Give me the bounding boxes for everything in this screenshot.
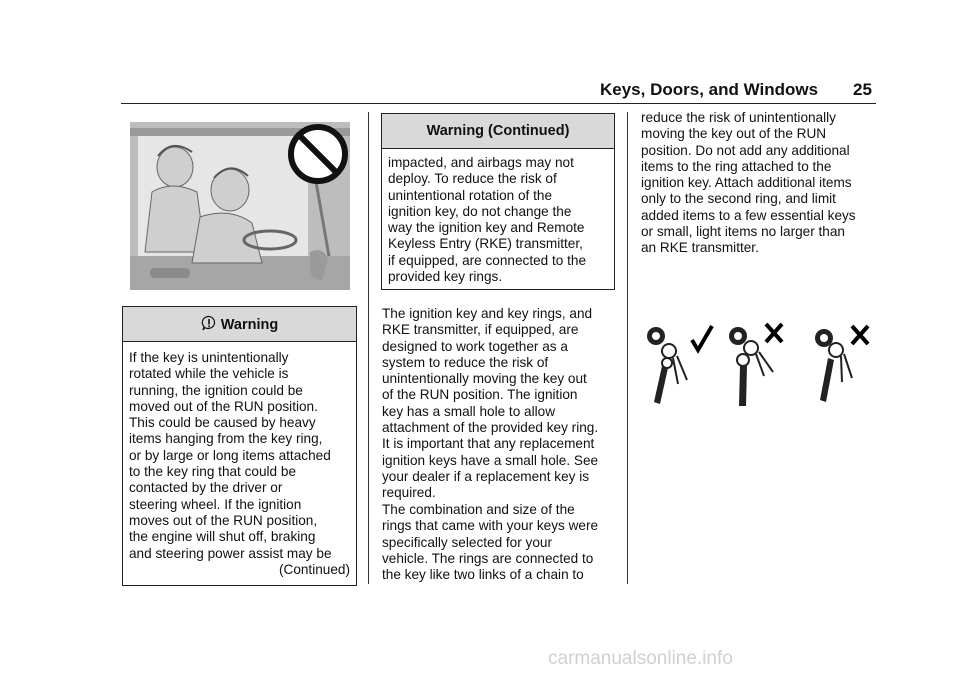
warning-line: impacted, and airbags may not (388, 155, 574, 170)
body-line: added items to a few essential keys (641, 207, 856, 223)
warning-line: items hanging from the key ring, (129, 431, 323, 447)
watermark: carmanualsonline.info (548, 648, 733, 669)
warning-line: provided key rings. (388, 269, 503, 285)
child-in-car-drawing (130, 122, 350, 290)
warning-line: or by large or long items attached (129, 447, 331, 463)
warning-line: ignition key, do not change the (388, 203, 572, 219)
child-in-car-illustration (130, 122, 350, 290)
checkmark-icon (692, 326, 712, 350)
body-line: The ignition key and key rings, and (382, 306, 593, 321)
ignition-key-paragraph (382, 306, 622, 502)
body-line: rings that came with your keys were (382, 518, 599, 534)
header-rule (121, 103, 876, 104)
warning-line: and steering power assist may be (129, 545, 332, 561)
body-line: position. Do not add any additional (641, 142, 850, 158)
column-divider-right (627, 112, 628, 584)
key-ring-drawing (640, 318, 880, 410)
body-line: items to the ring attached to the (641, 158, 832, 174)
warning-line: deploy. To reduce the risk of (388, 171, 557, 187)
column-divider-left (368, 112, 369, 584)
key-ring-illustrations (640, 318, 880, 410)
body-line: attachment of the provided key ring. (382, 420, 599, 436)
warning-header (123, 307, 356, 342)
additional-items-paragraph (641, 110, 881, 257)
key-ring-set-wrong-1 (729, 324, 782, 406)
body-line: unintentionally moving the key out (382, 371, 587, 387)
warning-line: rotated while the vehicle is (129, 366, 289, 382)
key-ring-set-wrong-2 (815, 326, 868, 402)
warning-line: Keyless Entry (RKE) transmitter, (388, 236, 583, 252)
warning-line: to the key ring that could be (129, 464, 297, 480)
body-line: required. (382, 485, 436, 501)
key-ring-set-correct (647, 326, 712, 404)
section-title: Keys, Doors, and Windows (600, 80, 819, 99)
body-line: moving the key out of the RUN (641, 126, 827, 142)
warning-line: unintentional rotation of the (388, 187, 553, 203)
x-mark-icon (852, 326, 868, 344)
warning-line: the engine will shut off, braking (129, 529, 316, 545)
warning-text (123, 342, 356, 562)
warning-line: running, the ignition could be (129, 382, 303, 398)
warning-box (122, 306, 357, 586)
warning-line: contacted by the driver or (129, 480, 283, 496)
warning-line: moved out of the RUN position. (129, 398, 318, 414)
body-line: RKE transmitter, if equipped, are (382, 322, 579, 338)
body-line: your dealer if a replacement key is (382, 468, 590, 484)
warning-line: way the ignition key and Remote (388, 220, 585, 236)
body-line: an RKE transmitter. (641, 240, 759, 256)
warning-continued-box (381, 113, 615, 290)
body-line: specifically selected for your (382, 534, 552, 550)
body-line: ignition keys have a small hole. See (382, 452, 599, 468)
body-line: the key like two links of a chain to (382, 567, 584, 583)
warning-line: moves out of the RUN position, (129, 512, 318, 528)
warning-title: Warning (220, 317, 279, 333)
body-line: vehicle. The rings are connected to (382, 550, 594, 566)
warning-line: If the key is unintentionally (129, 350, 289, 365)
body-line: of the RUN position. The ignition (382, 387, 578, 403)
warning-icon (201, 317, 221, 333)
body-line: It is important that any replacement (382, 436, 595, 452)
body-line: key has a small hole to allow (382, 403, 556, 419)
warning-line: This could be caused by heavy (129, 415, 316, 431)
body-line: system to reduce the risk of (382, 354, 549, 370)
body-line: reduce the risk of unintentionally (641, 110, 836, 125)
warning-continued-title: Warning (Continued) (382, 114, 614, 149)
body-line: or small, light items no larger than (641, 224, 845, 240)
x-mark-icon (766, 324, 782, 342)
warning-line: steering wheel. If the ignition (129, 496, 302, 512)
body-line: ignition key. Attach additional items (641, 175, 852, 191)
prohibition-icon (291, 127, 345, 181)
key-rings-paragraph (382, 502, 622, 583)
body-line: designed to work together as a (382, 338, 568, 354)
body-line: only to the second ring, and limit (641, 191, 836, 207)
page-number: 25 (853, 80, 872, 99)
warning-continued-text (382, 149, 614, 285)
warning-line: if equipped, are connected to the (388, 252, 587, 268)
continued-label: (Continued) (278, 561, 350, 577)
body-line: The combination and size of the (382, 502, 575, 517)
